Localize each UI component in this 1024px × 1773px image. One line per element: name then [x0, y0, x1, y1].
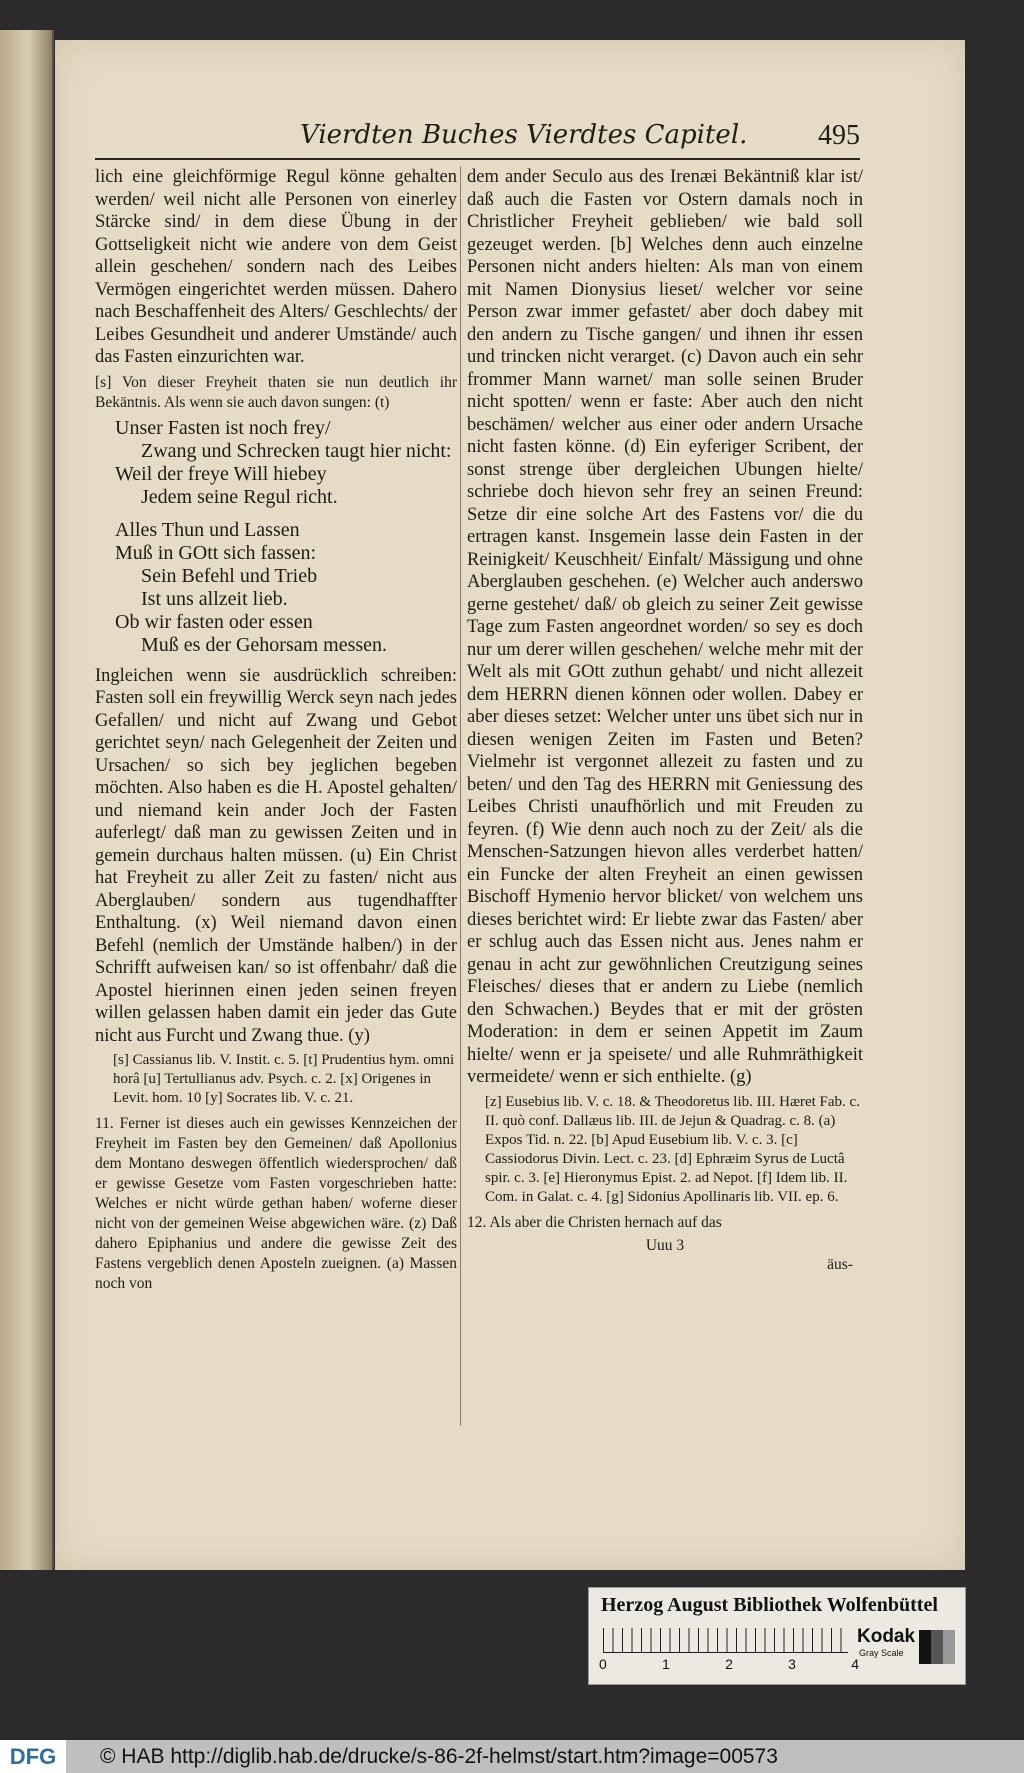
page-header [95, 118, 860, 160]
adjacent-page-edge [0, 30, 54, 1570]
column-divider [460, 166, 461, 1426]
verse-line: Ist uns allzeit lieb. [141, 587, 288, 610]
verse-line: Alles Thun und Lassen [115, 518, 300, 541]
measurement-ruler [603, 1628, 848, 1653]
signature-mark: Uuu 3 [645, 1236, 685, 1254]
paragraph: dem ander Seculo aus des Irenæi Bekäntniß klar ist/ daß auch die Fasten vor Ostern damals noch in Christlicher Freyheit geblieben/ wie bald soll gezeuget werden. [b] Welches denn auch einzelne Personen nicht anders hielten: Als man von einem mit Namen Dionysius lieset/ welcher vor seine Person zwar immer gefastet/ aber doch dabey mit den andern zu Tische gangen/ und ihnen ihr essen und trincken nicht verarget. (c) Davon auch ein sehr frommer Mann warnet/ man solle seinen Bruder nicht spotten/ wenn er faste: Aber auch den nicht beschämen/ welcher aus einer oder andern Ursache nicht fasten könne. (d) Ein eyferiger Scribent, der sonst strenge über dergleichen Ubungen hielte/ schriebe doch hievon sehr frey an seinen Freund: Setze dir eine solche Art des Fastens vor/ die du ertragen kanst. Insgemein lasse dein Fasten in der Reinigkeit/ Keuschheit/ Einfalt/ Mässigung und ohne Aberglauben geschehen. (e) Welcher auch anderswo gerne gestehet/ daß/ ob gleich zu seiner Zeit gewisse Tage zum Fasten angeordnet worden/ so sey es doch nur um derer willen geschehen/ welche mehr mit der Welt als mit GOtt zuthun gehabt/ und nicht allezeit dem HERRN dienen können oder wollen. Dabey er aber dieses setzet: Welcher unter uns übet sich nur in diesen wenigen Zeiten im Fasten und Beten? Vielmehr ist vergonnet allezeit zu fasten und zu beten/ und den Tag des HERRN mit Geniessung des Leibes Christi unaufhörlich und mit Freuden zu feyren. (f) Wie denn auch noch zu der Zeit/ als die Menschen-Satzungen hievon alles verderbet hatten/ ein Funcke der alten Freyheit an einen gewissen Bischoff Hymenio hervor blicket/ von welchem uns dieses berichtet wird: Er liebte zwar das Fasten/ aber er schlug auch das Essen nicht aus. Jenes nahm er genau in acht zur gewöhnlichen Creutzigung seines Fleisches/ dieses that er andern zu Liebe (nemlich den Schwachen.) Beydes that er mit der grösten Moderation: in dem er seinen Appetit im Zaum hielte/ wenn er ja speisete/ und alle Ruhmräthigkeit vermeidete/ wenn er sich enthielte. (g) [467, 167, 863, 1087]
copyright-link[interactable]: © HAB http://diglib.hab.de/drucke/s-86-2f-helmst/start.htm?image=00573 [100, 1745, 778, 1768]
verse-line: Muß es der Gehorsam messen. [141, 633, 388, 656]
verse-line: Weil der freye Will hiebey [115, 462, 327, 485]
gray-swatch [943, 1630, 955, 1664]
color-calibration-bar [588, 1587, 966, 1685]
verse-line: Sein Befehl und Trieb [141, 564, 318, 587]
gray-swatch [919, 1630, 931, 1664]
verse-line: Zwang und Schrecken taugt hier nicht: [141, 439, 452, 462]
paragraph: 12. Als aber die Christen hernach auf das [467, 1213, 722, 1231]
running-title: Vierdten Buches Vierdtes Capitel. [300, 120, 748, 150]
ruler-number: 0 [599, 1656, 607, 1672]
ruler-number: 3 [788, 1656, 796, 1672]
library-label: Herzog August Bibliothek Wolfenbüttel [601, 1594, 938, 1616]
ruler-numbers [599, 1656, 859, 1672]
hymn-verse [115, 417, 457, 657]
dfg-logo: DFG [0, 1740, 66, 1773]
paragraph: [s] Von dieser Freyheit thaten sie nun deutlich ihr Bekäntnis. Als wenn sie auch davon sungen: (t) [95, 373, 457, 411]
paragraph: lich eine gleichförmige Regul könne gehalten werden/ weil nicht alle Personen von einerley Stärcke sind/ in dem diese Übung in der Gottseligkeit nicht wie andere von dem Geist allein geschehen/ sondern nach des Leibes Vermögen eingerichtet werden müssen. Dahero nach Beschaffenheit des Alters/ Geschlechts/ der Leibes Gesundheit und anderer Umstände/ auch das Fasten einzurichten war. [95, 167, 457, 367]
verse-line: Unser Fasten ist noch frey/ [115, 416, 331, 439]
left-column [95, 166, 457, 1486]
ruler-number: 4 [851, 1656, 859, 1672]
page-number: 495 [818, 120, 860, 151]
footnotes: [s] Cassianus lib. V. Instit. c. 5. [t] Prudentius hym. omni horâ [u] Tertullianus adv. Psych. c. 2. [x] Origenes in Levit. hom. 10 [y] Socrates lib. V. c. 21. [113, 1052, 455, 1106]
gray-swatch [931, 1630, 943, 1664]
kodak-label: Kodak [857, 1626, 916, 1647]
verse-line: Jedem seine Regul richt. [141, 485, 338, 508]
verse-line: Muß in GOtt sich fassen: [115, 541, 317, 564]
ruler-number: 2 [725, 1656, 733, 1672]
catchword: äus- [827, 1255, 853, 1273]
ruler-number: 1 [662, 1656, 670, 1672]
footer-bar [0, 1740, 1024, 1773]
right-column [467, 166, 863, 1486]
gray-scale-label: Gray Scale [859, 1648, 904, 1658]
footnotes: [z] Eusebius lib. V. c. 18. & Theodoretus lib. III. Hæret Fab. c. II. quò conf. Dallæus lib. III. de Jejun & Quadrag. c. 8. (a) Expos Tid. n. 22. [b] Apud Eusebium lib. V. c. 3. [c] Cassiodorus Divin. Lect. c. 23. [d] Ephræim Syrus de Luctâ spir. c. 3. [e] Hieronymus Epist. 2. ad Nepot. [f] Idem lib. II. Com. in Galat. c. 4. [g] Sidonius Apollinaris lib. VII. ep. 6. [485, 1093, 860, 1205]
paragraph: 11. Ferner ist dieses auch ein gewisses Kennzeichen der Freyheit im Fasten bey den Gemeinen/ daß Apollonius dem Montano deswegen öffentlich wiedersprochen/ daß er gewisse Gesetze vom Fasten vorgeschrieben hatte: Welches er nicht würde gethan haben/ woferne dieser nicht von der gemeinen Weise abgewichen wäre. (z) Daß dahero Epiphanius und andere die gewisse Zeit des Fastens vergeblich denen Aposteln zueignen. (a) Massen noch von [95, 1115, 457, 1292]
verse-line: Ob wir fasten oder essen [115, 610, 313, 633]
book-page [55, 40, 965, 1570]
gray-swatches [919, 1630, 955, 1664]
paragraph: Ingleichen wenn sie ausdrücklich schreiben: Fasten soll ein freywillig Werck seyn nach jedes Gefallen/ und nicht auf Zwang und Gebot gerichtet seyn/ nach Gelegenheit der Zeiten und Ursachen/ so sich bey jeglichen begeben möchten. Also haben es die H. Apostel gehalten/ und niemand kein ander Joch der Fasten auferlegt/ daß man zu gewissen Zeiten und in gemein durchaus halten müssen. (u) Ein Christ hat Freyheit zu aller Zeit zu fasten/ nicht aus Aberglauben/ sondern aus tugendhaffter Enthaltung. (x) Weil niemand davon einen Befehl (nemlich der Umstände halben/) in der Schrifft aufweisen kan/ so ist offenbahr/ daß die Apostel hierinnen einen jeden seinen freyen willen gelassen haben damit ein jeder das Gute nicht aus Furcht und Zwang thue. (y) [95, 665, 457, 1046]
